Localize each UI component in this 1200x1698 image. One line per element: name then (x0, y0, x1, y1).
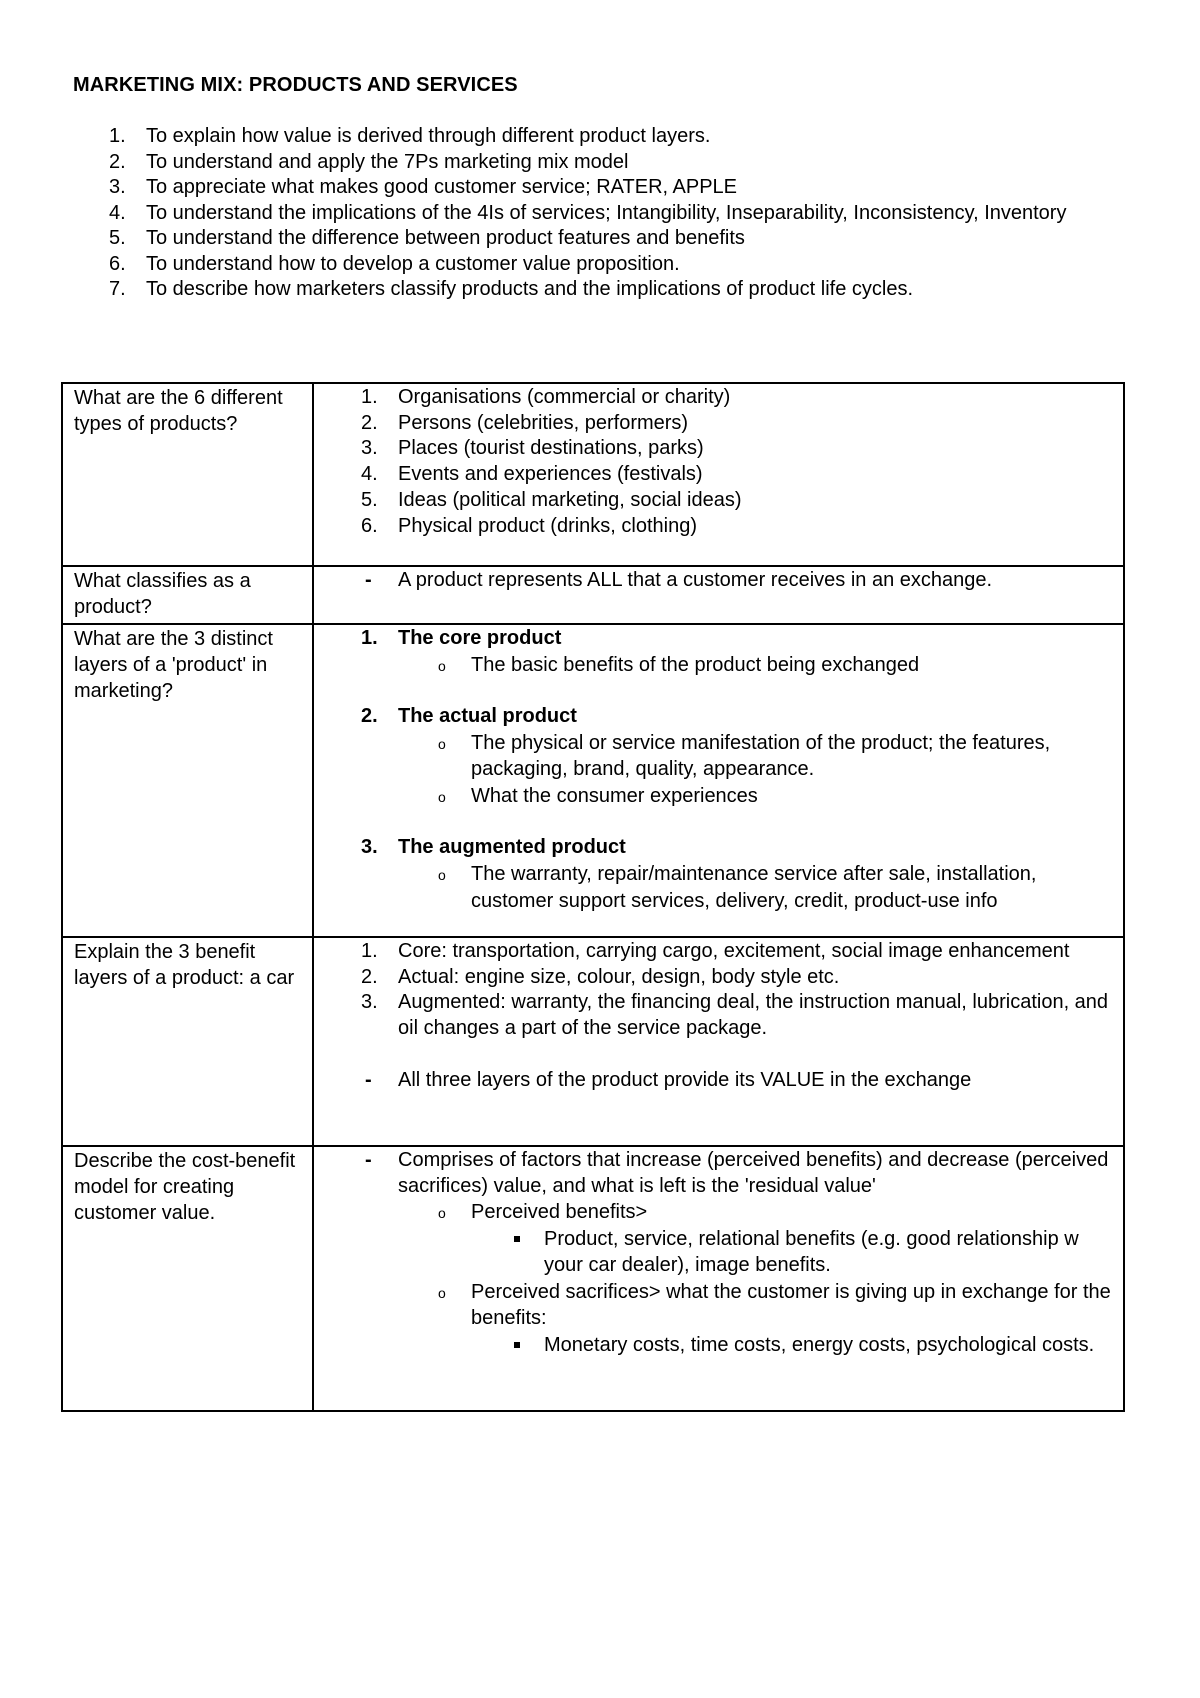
answer-cell (313, 383, 1124, 566)
sub-bullet: o The basic benefits of the product being exchanged (438, 653, 920, 676)
sub-bullet: o Perceived benefits> (438, 1201, 648, 1224)
table-row (62, 1146, 1124, 1411)
table-row (62, 566, 1124, 624)
answer-cell (313, 937, 1124, 1146)
sub-sub-bullet: Product, service, relational benefits (e.g. good relationship w your car dealer), image benefits. (314, 1226, 1113, 1279)
layer-heading: 1. The core product (361, 627, 562, 649)
layer-heading: 2. The actual product (361, 705, 577, 728)
question-text: What classifies as a product? (74, 570, 251, 618)
objective-item: 7. To describe how marketers classify products and the implications of product life cycles. (109, 278, 914, 300)
sub-bullet: o Perceived sacrifices> what the customer is giving up in exchange for the benefits: (438, 1280, 1111, 1330)
study-notes-table (61, 382, 1125, 1412)
sub-bullet: o The warranty, repair/maintenance service after sale, installation, customer support services, delivery, credit, product-use info (438, 863, 1037, 912)
question-text: Explain the 3 benefit layers of a product: a car (74, 941, 295, 989)
list-item: 4. Events and experiences (festivals) (361, 463, 703, 486)
objective-item: 6. To understand how to develop a customer value proposition. (109, 252, 680, 275)
objective-item: 3. To appreciate what makes good customer service; RATER, APPLE (109, 176, 738, 198)
dash-item: - Comprises of factors that increase (perceived benefits) and decrease (perceived sacrifices) value, and what is left is the 'residual value' (365, 1149, 1109, 1197)
sub-bullet: o The physical or service manifestation of the product; the features, packaging, brand, quality, appearance. (438, 731, 1051, 781)
question-cell (62, 383, 313, 566)
question-cell (62, 624, 313, 937)
table-row (62, 624, 1124, 937)
list-item: 3. Augmented: warranty, the financing deal, the instruction manual, lubrication, and oil changes a part of the service package. (361, 991, 1109, 1040)
list-item: 2. Persons (celebrities, performers) (361, 411, 689, 434)
list-item: 5. Ideas (political marketing, social ideas) (361, 488, 742, 511)
list-item: 6. Physical product (drinks, clothing) (361, 514, 698, 537)
dash-item: - All three layers of the product provide its VALUE in the exchange (365, 1068, 972, 1091)
answer-cell (313, 1146, 1124, 1411)
objective-item: 4. To understand the implications of the 4Is of services; Intangibility, Inseparability, Inconsistency, Inventory (109, 201, 1067, 224)
objective-item: 5. To understand the difference between product features and benefits (109, 227, 745, 249)
list-item: 2. Actual: engine size, colour, design, body style etc. (361, 965, 840, 988)
table-row (62, 937, 1124, 1146)
list-item: 1. Organisations (commercial or charity) (361, 386, 731, 408)
question-cell (62, 566, 313, 624)
list-item: 3. Places (tourist destinations, parks) (361, 437, 704, 460)
document-title: MARKETING MIX: PRODUCTS AND SERVICES (73, 74, 518, 96)
layer-heading: 3. The augmented product (361, 836, 626, 859)
table-row (62, 383, 1124, 566)
question-text: What are the 6 different types of products? (74, 387, 283, 435)
question-text: What are the 3 distinct layers of a 'product' in marketing? (74, 628, 273, 702)
dash-item: - A product represents ALL that a customer receives in an exchange. (365, 569, 993, 591)
answer-cell (313, 566, 1124, 624)
question-cell (62, 937, 313, 1146)
objective-item: 2. To understand and apply the 7Ps marketing mix model (109, 150, 629, 173)
sub-sub-bullet: Monetary costs, time costs, energy costs, psychological costs. (314, 1332, 1113, 1359)
learning-objectives-list (73, 124, 1113, 303)
question-cell (62, 1146, 313, 1411)
answer-cell (313, 624, 1124, 937)
question-text: Describe the cost-benefit model for creating customer value. (74, 1150, 296, 1224)
list-item: 1. Core: transportation, carrying cargo, excitement, social image enhancement (361, 940, 1070, 962)
objective-item: 1. To explain how value is derived through different product layers. (109, 125, 711, 147)
sub-bullet: o What the consumer experiences (438, 784, 758, 807)
